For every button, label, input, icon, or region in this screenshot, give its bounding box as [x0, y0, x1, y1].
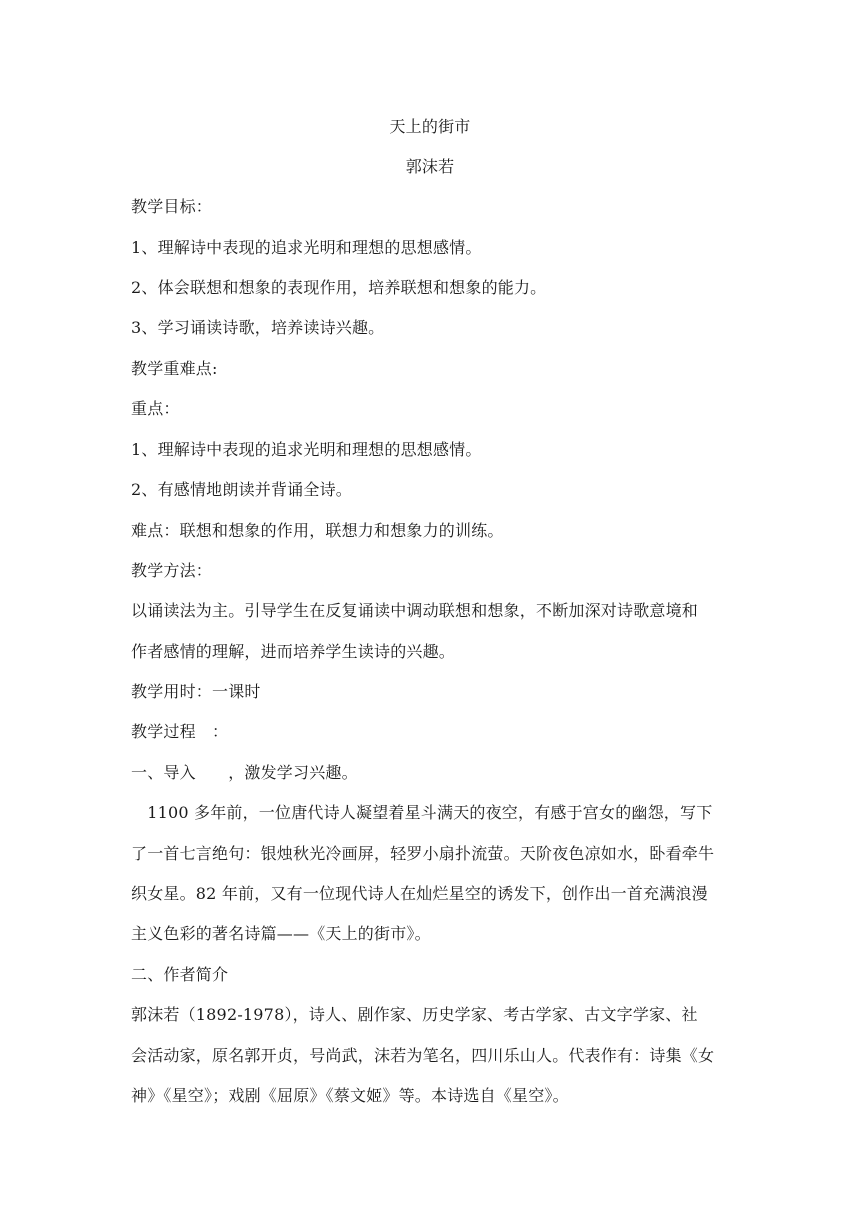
author-heading: 二、作者简介: [131, 965, 229, 984]
goals-heading: 教学目标：: [131, 197, 213, 216]
time-line: 教学用时：一课时: [131, 682, 261, 701]
intro-text-line: 主义色彩的著名诗篇——《天上的街市》。: [131, 924, 431, 943]
intro-text-line: 了一首七言绝句：银烛秋光冷画屏，轻罗小扇扑流萤。天阶夜色凉如水，卧看牵牛: [131, 844, 715, 863]
doc-title: 天上的街市: [389, 117, 471, 136]
difficulty-line: 难点：联想和想象的作用，联想力和想象力的训练。: [131, 521, 504, 540]
key-heading: 教学重难点:: [131, 359, 218, 378]
method-text-line: 以诵读法为主。引导学生在反复诵读中调动联想和想象，不断加深对诗歌意境和: [131, 601, 699, 620]
key-label: 重点：: [131, 399, 180, 418]
author-text-line: 会活动家，原名郭开贞，号尚武，沫若为笔名，四川乐山人。代表作有：诗集《女: [131, 1046, 715, 1065]
intro-text-line: 织女星。82 年前，又有一位现代诗人在灿烂星空的诱发下，创作出一首充满浪漫: [131, 884, 708, 903]
author-text-line: 神》《星空》；戏剧《屈原》《蔡文姬》等。本诗选自《星空》。: [131, 1086, 569, 1105]
goal-item: 3、学习诵读诗歌，培养读诗兴趣。: [131, 318, 385, 337]
method-heading: 教学方法：: [131, 561, 213, 580]
process-heading: 教学过程 ：: [131, 722, 229, 741]
key-point: 2、有感情地朗读并背诵全诗。: [131, 480, 352, 499]
key-point: 1、理解诗中表现的追求光明和理想的思想感情。: [131, 440, 482, 459]
intro-text-line: 1100 多年前，一位唐代诗人凝望着星斗满天的夜空，有感于宫女的幽怨，写下: [131, 803, 713, 822]
author-text-line: 郭沫若（1892-1978），诗人、剧作家、历史学家、考古学家、古文字学家、社: [131, 1005, 698, 1024]
goal-item: 1、理解诗中表现的追求光明和理想的思想感情。: [131, 238, 482, 257]
goal-item: 2、体会联想和想象的表现作用，培养联想和想象的能力。: [131, 278, 547, 297]
intro-heading: 一、导入 ，激发学习兴趣。: [131, 763, 358, 782]
method-text-line: 作者感情的理解，进而培养学生读诗的兴趣。: [131, 642, 456, 661]
doc-author: 郭沫若: [405, 157, 455, 176]
